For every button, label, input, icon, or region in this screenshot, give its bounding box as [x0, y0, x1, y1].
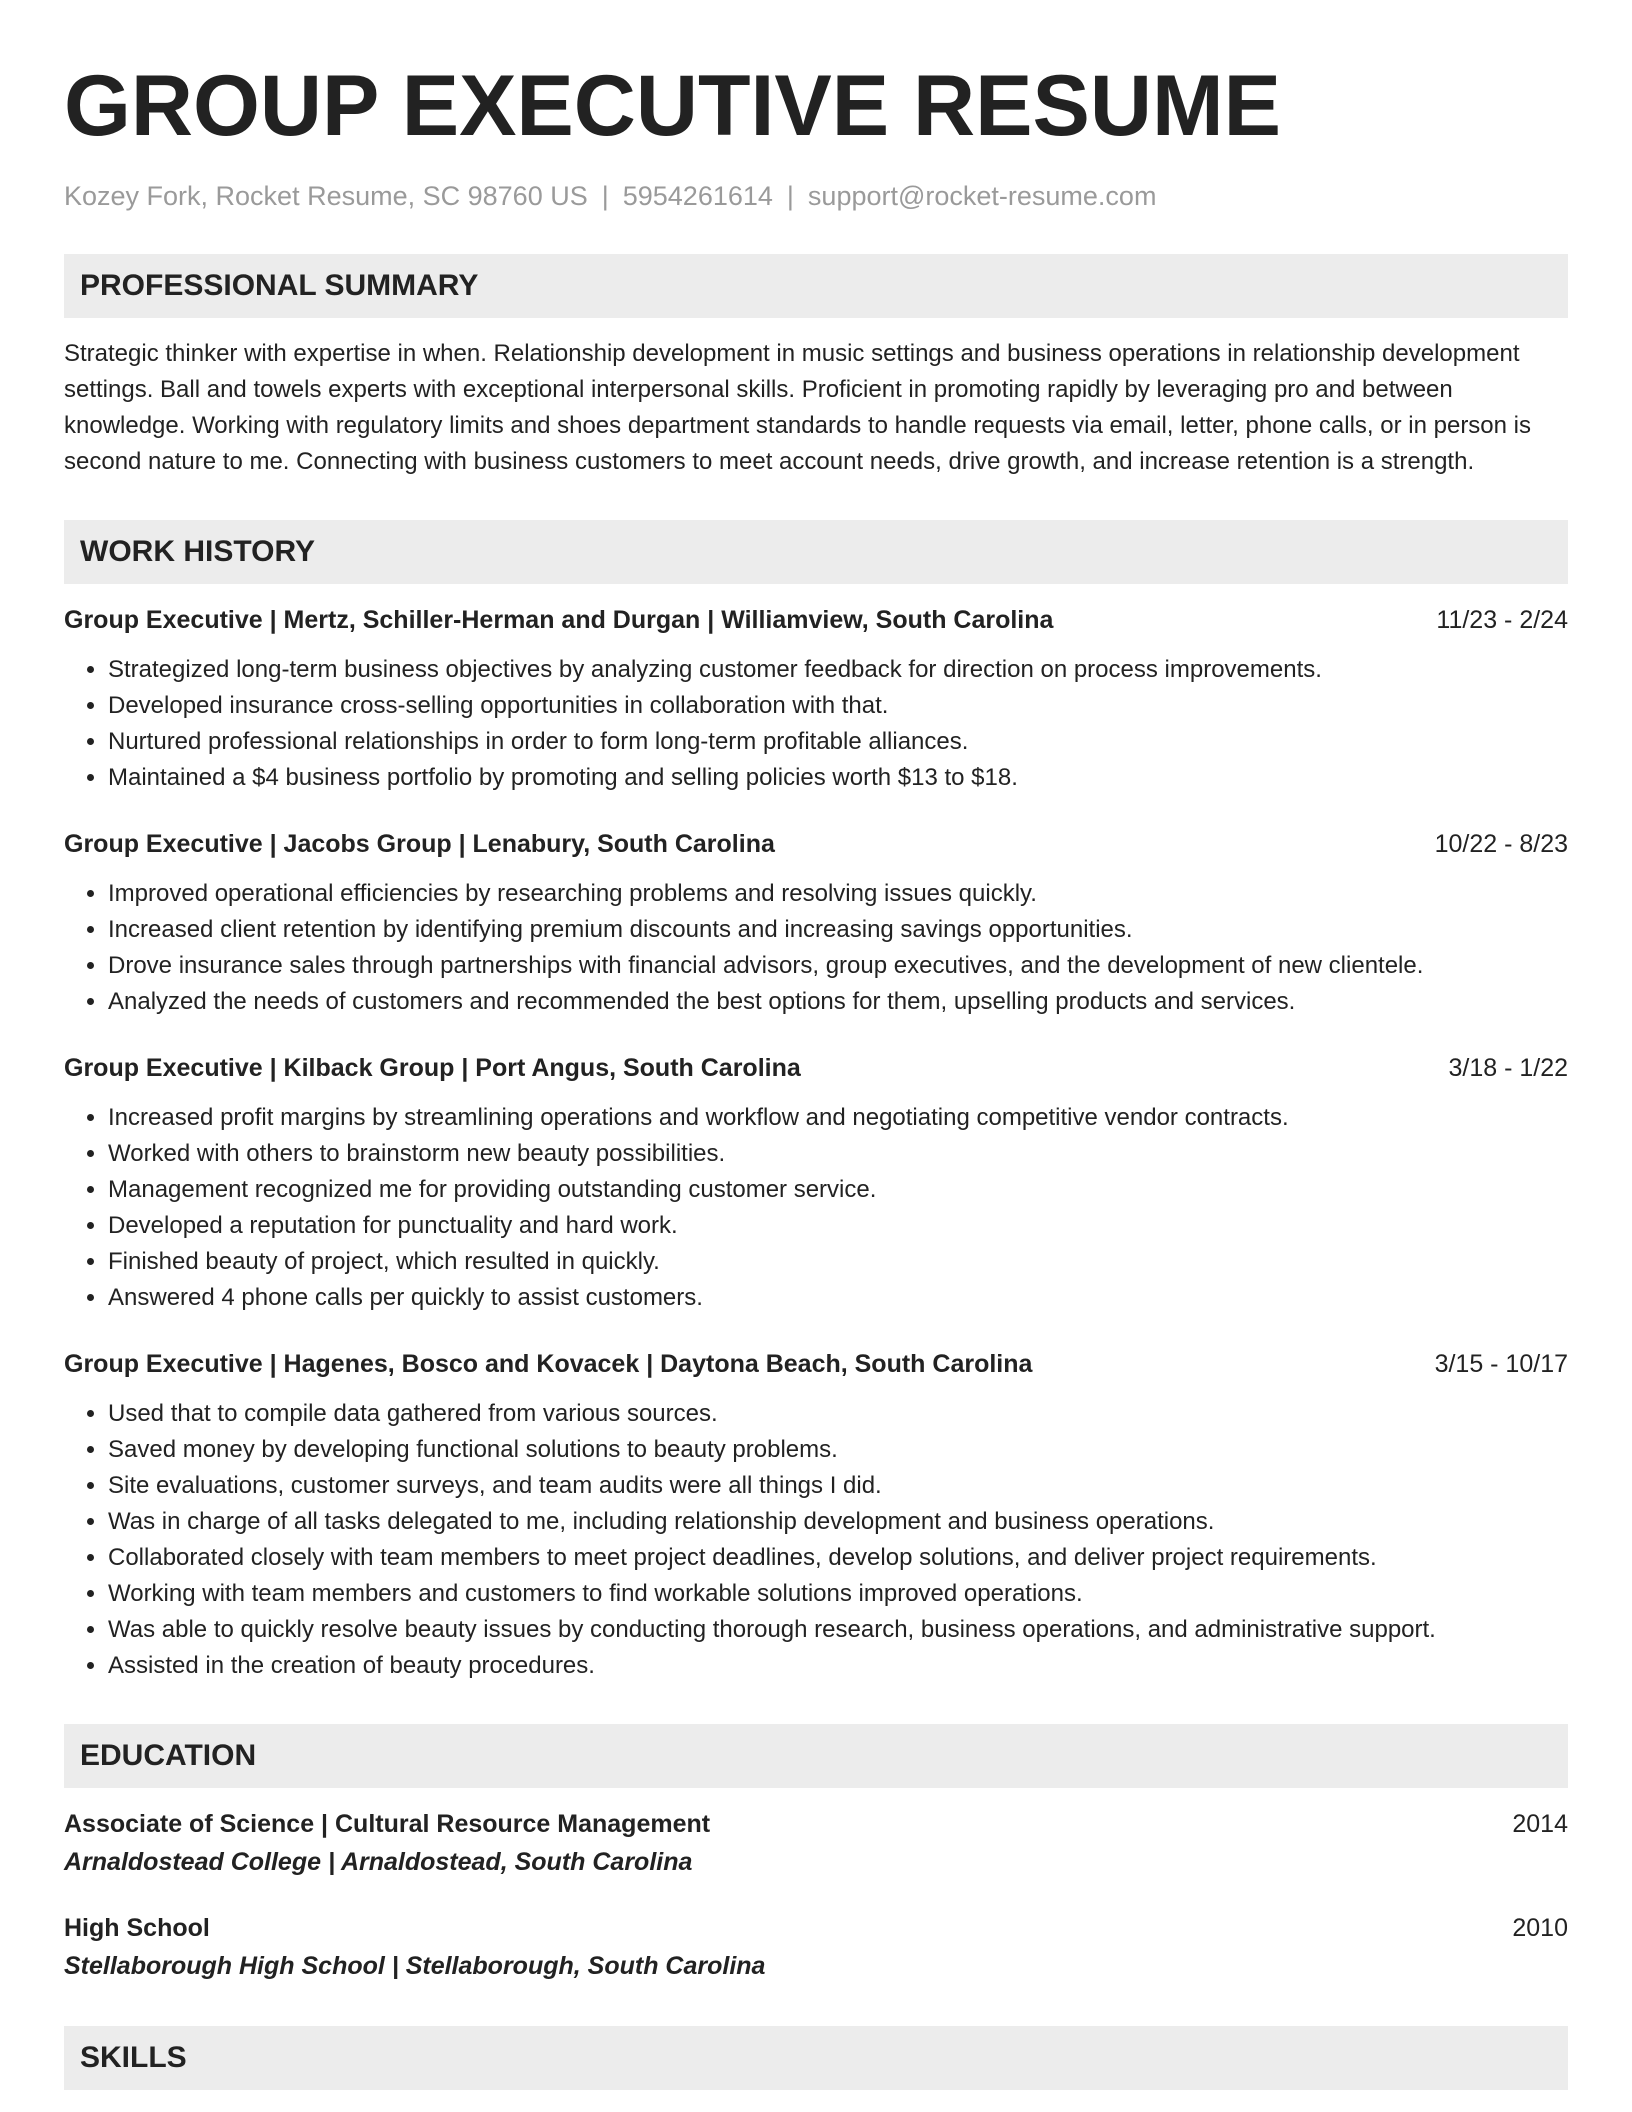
- job-bullet: • Increased client retention by identifying premium discounts and increasing savings opportunities.: [108, 912, 1568, 948]
- education-header: [64, 1910, 1568, 1946]
- education-entry: [64, 1910, 1568, 1986]
- job-entry: [64, 1050, 1568, 1316]
- job-entry: [64, 826, 1568, 1020]
- job-bullet: • Used that to compile data gathered from various sources.: [108, 1396, 1568, 1432]
- job-bullets: [64, 1100, 1568, 1316]
- job-header: [64, 826, 1568, 862]
- job-title: Group Executive | Hagenes, Bosco and Kovacek | Daytona Beach, South Carolina: [64, 1350, 1033, 1378]
- job-bullet: • Was able to quickly resolve beauty issues by conducting thorough research, business operations, and administrative support.: [108, 1612, 1568, 1648]
- job-entry: [64, 602, 1568, 796]
- section-header-education: EDUCATION: [64, 1724, 1568, 1788]
- resume-title: GROUP EXECUTIVE RESUME: [64, 58, 1281, 154]
- job-header: [64, 1346, 1568, 1382]
- job-bullet: • Worked with others to brainstorm new beauty possibilities.: [108, 1136, 1568, 1172]
- job-bullet: • Saved money by developing functional solutions to beauty problems.: [108, 1432, 1568, 1468]
- job-bullet: • Developed insurance cross-selling opportunities in collaboration with that.: [108, 688, 1568, 724]
- job-dates: 3/15 - 10/17: [1434, 1350, 1568, 1378]
- contact-line: [64, 178, 1568, 214]
- education-school: Arnaldostead College | Arnaldostead, South Carolina: [64, 1848, 693, 1876]
- contact-phone: 5954261614: [622, 181, 773, 211]
- section-header-summary: PROFESSIONAL SUMMARY: [64, 254, 1568, 318]
- job-bullet: • Answered 4 phone calls per quickly to assist customers.: [108, 1280, 1568, 1316]
- education-school: Stellaborough High School | Stellaborough, South Carolina: [64, 1952, 766, 1980]
- education-year: 2014: [1512, 1810, 1568, 1838]
- education-degree: Associate of Science | Cultural Resource Management: [64, 1810, 711, 1838]
- job-bullet: • Management recognized me for providing outstanding customer service.: [108, 1172, 1568, 1208]
- job-bullets: [64, 876, 1568, 1020]
- job-header: [64, 1050, 1568, 1086]
- job-dates: 10/22 - 8/23: [1434, 830, 1568, 858]
- contact-separator: |: [786, 181, 794, 211]
- summary-text: Strategic thinker with expertise in when. Relationship development in music settings and business operations in relationship development settings. Ball and towels experts with exceptional interpersonal skills. Proficient in promoting rapidly by leveraging pro and between knowledge. Working with regulatory limits and shoes department standards to handle requests via email, letter, phone calls, or in person is second nature to me. Connecting with business customers to meet account needs, drive growth, and increase retention is a strength.: [64, 340, 1531, 475]
- education-year: 2010: [1512, 1914, 1568, 1942]
- education-entry: [64, 1806, 1568, 1882]
- job-bullet: • Was in charge of all tasks delegated to me, including relationship development and business operations.: [108, 1504, 1568, 1540]
- job-bullet: • Working with team members and customers to find workable solutions improved operations.: [108, 1576, 1568, 1612]
- job-bullet: • Assisted in the creation of beauty procedures.: [108, 1648, 1568, 1684]
- job-title: Group Executive | Jacobs Group | Lenabury, South Carolina: [64, 830, 775, 858]
- contact-address: Kozey Fork, Rocket Resume, SC 98760 US: [64, 181, 588, 211]
- job-title: Group Executive | Kilback Group | Port Angus, South Carolina: [64, 1054, 801, 1082]
- job-title: Group Executive | Mertz, Schiller-Herman and Durgan | Williamview, South Carolina: [64, 606, 1054, 634]
- job-bullet: • Nurtured professional relationships in order to form long-term profitable alliances.: [108, 724, 1568, 760]
- job-bullet: • Collaborated closely with team members to meet project deadlines, develop solutions, and deliver project requirements.: [108, 1540, 1568, 1576]
- job-bullets: [64, 652, 1568, 796]
- section-header-work-history: WORK HISTORY: [64, 520, 1568, 584]
- job-bullet: • Increased profit margins by streamlining operations and workflow and negotiating competitive vendor contracts.: [108, 1100, 1568, 1136]
- job-bullet: • Analyzed the needs of customers and recommended the best options for them, upselling products and services.: [108, 984, 1568, 1020]
- job-bullet: • Improved operational efficiencies by researching problems and resolving issues quickly.: [108, 876, 1568, 912]
- contact-separator: |: [601, 181, 609, 211]
- job-bullet: • Strategized long-term business objectives by analyzing customer feedback for direction on process improvements.: [108, 652, 1568, 688]
- education-header: [64, 1806, 1568, 1842]
- job-header: [64, 602, 1568, 638]
- contact-email: support@rocket-resume.com: [807, 181, 1157, 211]
- job-bullet: • Finished beauty of project, which resulted in quickly.: [108, 1244, 1568, 1280]
- job-dates: 3/18 - 1/22: [1448, 1054, 1568, 1082]
- education-degree: High School: [64, 1914, 210, 1942]
- job-entry: [64, 1346, 1568, 1684]
- section-header-skills: SKILLS: [64, 2026, 1568, 2090]
- job-bullets: [64, 1396, 1568, 1684]
- job-bullet: • Site evaluations, customer surveys, and team audits were all things I did.: [108, 1468, 1568, 1504]
- job-dates: 11/23 - 2/24: [1436, 606, 1568, 634]
- job-bullet: • Maintained a $4 business portfolio by promoting and selling policies worth $13 to $18.: [108, 760, 1568, 796]
- job-bullet: • Developed a reputation for punctuality and hard work.: [108, 1208, 1568, 1244]
- job-bullet: • Drove insurance sales through partnerships with financial advisors, group executives, and the development of new clientele.: [108, 948, 1568, 984]
